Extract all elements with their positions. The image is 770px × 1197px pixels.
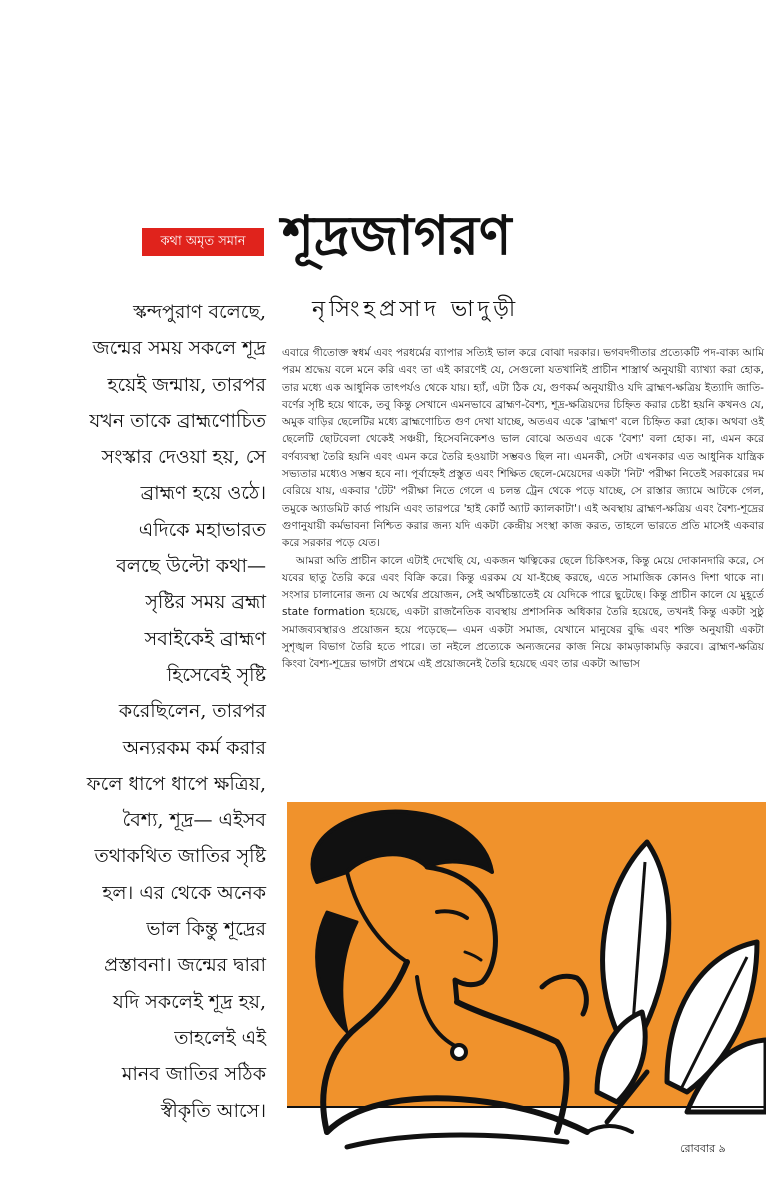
body-paragraph: এবারে গীতোক্ত স্বধর্ম এবং পরধর্মের ব্যাপার সত্যিই ভাল করে বোঝা দরকার। ভগবদগীতার প্রত্যেকটি পদ-বাক্য আমি পরম শ্রদ্ধেয় বলে মনে করি এবং তা এই কারণেই যে, সেগুলো যতখানিই প্রাচীন শাস্ত্রার্থ অনুযায়ী ব্যাখ্যা করা হোক, তার মধ্যে এক আধুনিক তাৎপর্যও থেকে যায়। হ্যাঁ, এটা ঠিক যে, গুণকর্ম অনুযায়ীও যদি ব্রাহ্মণ-ক্ষত্রিয় ইত্যাদি জাতি-বর্ণের সৃষ্টি হয়ে থাকে, তবু কিন্তু সেখানে এমনভাবে ব্রাহ্মণ-বৈশ্য, শূদ্র-ক্ষত্রিয়দের চিহ্নিত করার চেষ্টা হয়নি কখনও যে, অমুক বাড়ির ছেলেটির মধ্যে ব্রাহ্মণোচিত গুণ দেখা যাচ্ছে, অতএব একে 'ব্রাহ্মণ' বলে চিহ্নিত করা হোক। অথবা ওই ছেলেটি ছোটবেলা থেকেই সঞ্চয়ী, হিসেবনিকেশও ভাল বোঝে অতএব একে 'বৈশ্য' বলা হোক। না, এমন করে বর্ণব্যবস্থা তৈরি হয়নি এবং এমন করে তৈরি হওয়াটা সম্ভবও ছিল না। এমনকী, সেটা এখনকার এত আধুনিক যান্ত্রিক সভ্যতার মধ্যেও সম্ভব হবে না। পূর্বাহ্নেই প্রস্তুত এবং শিক্ষিত ছেলে-মেয়েদের একটা 'নিট' পরীক্ষা নিতেই সরকারের দম বেরিয়ে যায়, একবার 'টেট' পরীক্ষা নিতে গেলে এ চলন্ত ট্রেন থেকে পড়ে যাচ্ছে, সে রাস্তার জ্যামে আটকে গেল, তমুকে অ্যাডমিট কার্ড পায়নি এবং তারপরে 'হাই কোর্ট অ্যাট ক্যালকাটা'। এই অবস্থায় ব্রাহ্মণ-ক্ষত্রিয় এবং বৈশ্য-শূদ্রের গুণানুযায়ী কর্মভাবনা নিশ্চিত করার জন্য যদি একটা কেন্দ্রীয় সংস্থা কাজ করত, তাহলে ভারতে প্রতি মাসেই একবার করে সরকার পড়ে যেত। — [282, 347, 764, 550]
pull-quote-line: সংস্কার দেওয়া হয়, সে — [101, 446, 266, 469]
pull-quote-line: তথাকথিত জাতির সৃষ্টি — [94, 845, 266, 868]
woman-writing-illustration — [287, 802, 766, 1152]
pull-quote-line: হয়েই জন্মায়, তারপর — [107, 373, 266, 396]
pull-quote-line: হিসেবেই সৃষ্টি — [166, 663, 266, 686]
article-title: শূদ্রজাগরণ — [282, 204, 512, 267]
section-badge: কথা অমৃত সমান — [142, 228, 264, 256]
pull-quote-line: জন্মের সময় সকলে শূদ্র — [92, 337, 266, 360]
pull-quote-line: স্কন্দপুরাণ বলেছে, — [133, 301, 266, 323]
pull-quote-line: ব্রাহ্মণ হয়ে ওঠে। — [140, 482, 266, 505]
pull-quote-line: স্বীকৃতি আসে। — [160, 1099, 266, 1122]
pull-quote — [0, 294, 266, 1129]
pull-quote-line: যদি সকলেই শূদ্র হয়, — [112, 990, 266, 1013]
pull-quote-line: ফলে ধাপে ধাপে ক্ষত্রিয়, — [86, 772, 266, 795]
pull-quote-line: সৃষ্টির সময় ব্রহ্মা — [145, 591, 266, 614]
pull-quote-line: প্রস্তাবনা। জন্মের দ্বারা — [104, 954, 266, 977]
pull-quote-line: তাহলেই এই — [174, 1026, 266, 1049]
pull-quote-line: অন্যরকম কর্ম করার — [122, 736, 266, 759]
pull-quote-line: ভাল কিন্তু শূদ্রের — [146, 918, 266, 941]
pull-quote-line: এদিকে মহাভারত — [138, 518, 266, 541]
pull-quote-line: বলছে উল্টো কথা— — [116, 555, 266, 578]
pull-quote-line: সবাইকেই ব্রাহ্মণ — [144, 627, 266, 650]
article-body — [282, 345, 764, 674]
pull-quote-line: হল। এর থেকে অনেক — [102, 881, 266, 904]
pull-quote-line: করেছিলেন, তারপর — [118, 700, 266, 723]
pull-quote-line: মানব জাতির সঠিক — [121, 1063, 266, 1086]
pull-quote-line: বৈশ্য, শূদ্র— এইসব — [122, 809, 266, 832]
body-paragraph: আমরা অতি প্রাচীন কালে এটাই দেখেছি যে, একজন ঋত্বিকের ছেলে চিকিৎসক, কিন্তু মেয়ে দোকানদারি করে, সে যবের ছাতু তৈরি করে এবং বিক্রি করে। কিন্তু এরকম যে যা-ইচ্ছে করছে, এতে সামাজিক কোনও দিশা থাকে না। সংসার চালানোর জন্য যে অর্থের প্রয়োজন, সেই অর্থচিন্তাতেই যে যেদিকে পারে ছুটেছে। কিন্তু প্রাচীন কালে যে মুহূর্তে state formation হয়েছে, একটা রাজনৈতিক ব্যবস্থায় প্রশাসনিক অধিকার তৈরি হয়েছে, তখনই কিন্তু একটা সুষ্ঠু সমাজব্যবস্থারও প্রয়োজন হয়ে পড়েছে— এমন একটা সমাজ, যেখানে মানুষের বুদ্ধি এবং শক্তি অনুযায়ী একটা সুশৃঙ্খল বিভাগ তৈরি হতে পারে। তা নইলে প্রত্যেকে অন্যজনের কাজ নিয়ে কামড়াকামড়ি করবে। ব্রাহ্মণ-ক্ষত্রিয় কিংবা বৈশ্য-শূদ্রের ভাগটা প্রথমে এই প্রয়োজনেই তৈরি হয়েছে এবং তার একটা আভাস — [282, 554, 764, 671]
author-byline: নৃসিংহপ্রসাদ ভাদুড়ী — [312, 297, 520, 322]
pull-quote-line: যখন তাকে ব্রাহ্মণোচিত — [89, 409, 266, 432]
page-folio: রোববার ৯ — [680, 1142, 726, 1155]
